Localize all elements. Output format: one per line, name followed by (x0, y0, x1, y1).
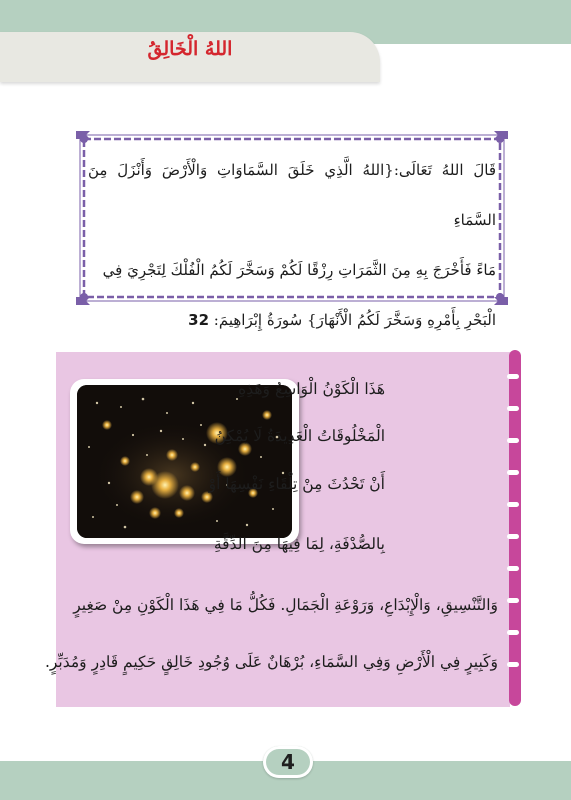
notebook-spine (507, 346, 523, 710)
quote-line-3 (88, 295, 496, 345)
quote-line-1: قَالَ اللهُ تَعَالَى:{اللهُ الَّذِي خَلَقَ السَّمَاوَاتِ وَالْأَرْضَ وَأَنْزَلَ مِنَ السَّمَاءِ (88, 161, 496, 229)
body-line-4: بِالصُّدْفَةِ، لِمَا فِيهَا مِنَ الدِّقَّةِ (213, 535, 385, 553)
lesson-title: اللهُ الْخَالِقُ (147, 38, 233, 60)
quote-line-3-text: الْبَحْرِ بِأَمْرِهِ وَسَخَّرَ لَكُمُ الْأَنْهَارَ} سُورَةُ إِبْرَاهِيمَ: (213, 311, 496, 329)
quote-text (88, 145, 496, 345)
galaxy-photo-frame (70, 379, 299, 544)
body-line-3: أَنْ تَحْدُثَ مِنْ تِلْقَاءِ نَفْسِهَا أَوْ (208, 475, 385, 493)
galaxy-image (77, 385, 292, 538)
quote-line-2: مَاءً فَأَخْرَجَ بِهِ مِنَ الثَّمَرَاتِ رِزْقًا لَكُمْ وَسَخَّرَ لَكُمُ الْفُلْكَ لِتَجْرِيَ فِي (102, 261, 496, 279)
verse-number: 32 (188, 311, 210, 329)
body-line-6: وَكَبِيرٍ فِي الْأَرْضِ وَفِي السَّمَاءِ، بُرْهَانٌ عَلَى وُجُودِ خَالِقٍ حَكِيمٍ قَادِرٍ وَمُدَبِّرٍ. (44, 653, 498, 671)
page-number: 4 (263, 746, 313, 778)
galaxy-photo (77, 385, 292, 538)
body-line-1: هَذَا الْكَوْنُ الْوَاسِعُ وَهَذِهِ (238, 380, 385, 398)
quran-quote-box (76, 131, 508, 329)
body-line-5: وَالتَّنْسِيقِ، وَالْإِبْدَاعِ، وَرَوْعَةِ الْجَمَالِ. فَكُلُّ مَا فِي هَذَا الْكَوْنِ مِنْ صَغِيرٍ (73, 596, 498, 614)
body-line-2: الْمَخْلُوقَاتُ الْعَدِيدَةُ لَا يُمْكِنُ (214, 427, 385, 445)
